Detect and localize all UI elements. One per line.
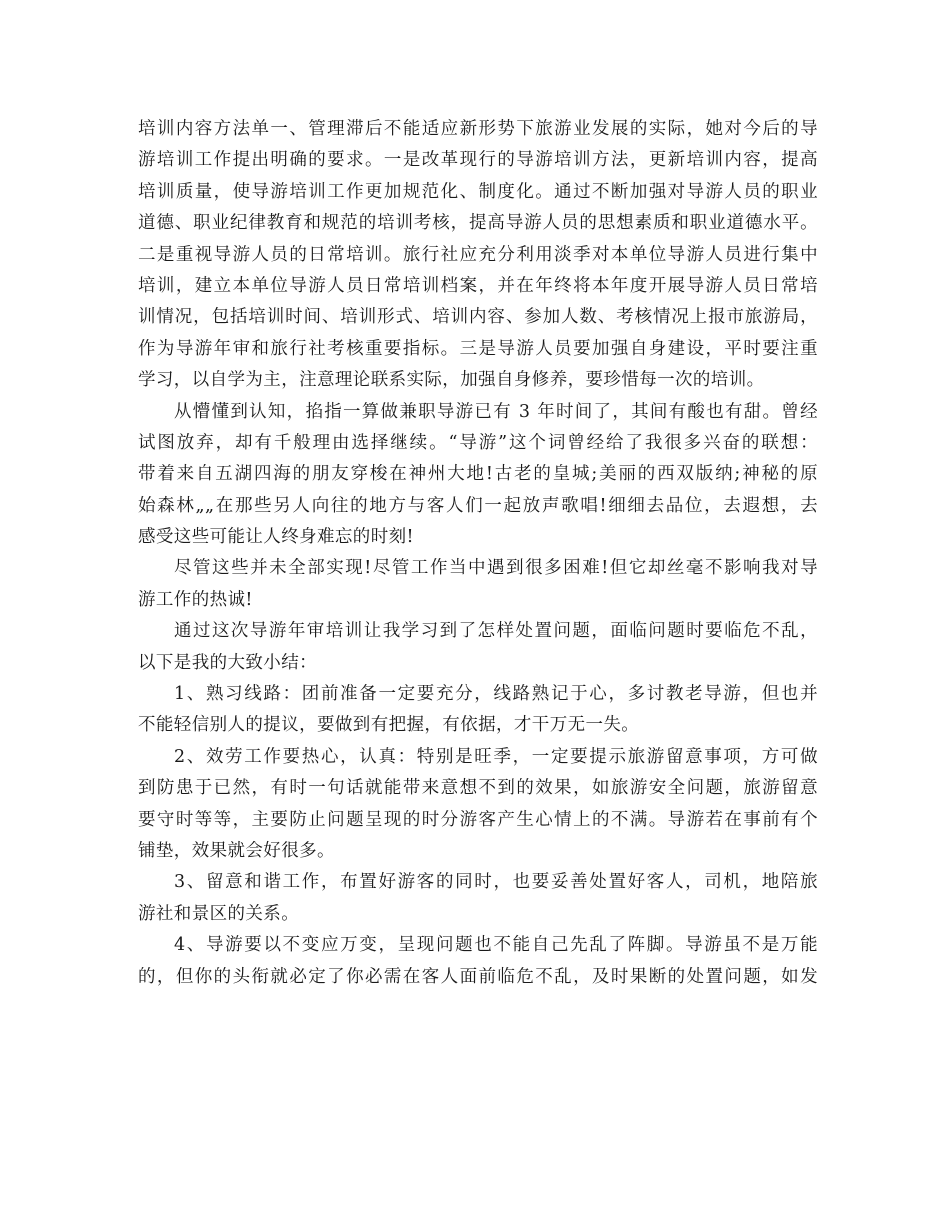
paragraph-4 bbox=[138, 616, 818, 679]
text-line: 要守时等等，主要防止问题呈现的时分游客产生心情上的不满。导游若在事前有个 bbox=[138, 809, 818, 830]
text-line: 带着来自五湖四海的朋友穿梭在神州大地!古老的皇城;美丽的西双版纳;神秘的原 bbox=[138, 464, 818, 485]
text-line: 铺垫，效果就会好很多。 bbox=[138, 840, 335, 861]
text-line: 从懵懂到认知，掐指一算做兼职导游已有 3 年时间了，其间有酸也有甜。曾经 bbox=[174, 401, 818, 422]
text-line: 始森林„„在那些另人向往的地方与客人们一起放声歌唱!细细去品位，去遐想，去 bbox=[138, 495, 818, 516]
text-line: 作为导游年审和旅行社考核重要指标。三是导游人员要加强自身建设，平时要注重 bbox=[138, 338, 818, 359]
text-line: 培训，建立本单位导游人员日常培训档案，并在年终将本年度开展导游人员日常培 bbox=[138, 275, 818, 296]
text-line: 4、导游要以不变应万变，呈现问题也不能自己先乱了阵脚。导游虽不是万能 bbox=[174, 935, 818, 956]
text-line: 通过这次导游年审培训让我学习到了怎样处置问题，面临问题时要临危不乱， bbox=[174, 621, 818, 642]
text-line: 游工作的热诚! bbox=[138, 589, 253, 610]
paragraph-2 bbox=[138, 397, 818, 554]
text-line: 试图放弃，却有千般理由选择继续。“导游”这个词曾经给了我很多兴奋的联想： bbox=[138, 432, 818, 453]
text-line: 游社和景区的关系。 bbox=[138, 903, 300, 924]
text-line: 感受这些可能让人终身难忘的时刻! bbox=[138, 527, 414, 548]
text-line: 学习，以自学为主，注意理论联系实际，加强自身修养，要珍惜每一次的培训。 bbox=[138, 370, 765, 391]
paragraph-8 bbox=[138, 930, 818, 993]
text-line: 二是重视导游人员的日常培训。旅行社应充分利用淡季对本单位导游人员进行集中 bbox=[138, 244, 818, 265]
text-line: 游培训工作提出明确的要求。一是改革现行的导游培训方法，更新培训内容，提高 bbox=[138, 150, 818, 171]
text-line: 1、熟习线路：团前准备一定要充分，线路熟记于心，多讨教老导游，但也并 bbox=[174, 684, 818, 705]
text-line: 到防患于已然，有时一句话就能带来意想不到的效果，如旅游安全问题，旅游留意 bbox=[138, 778, 818, 799]
text-line: 培训内容方法单一、管理滞后不能适应新形势下旅游业发展的实际，她对今后的导 bbox=[138, 119, 818, 139]
text-line: 道德、职业纪律教育和规范的培训考核，提高导游人员的思想素质和职业道德水平。 bbox=[138, 213, 818, 234]
text-line: 3、留意和谐工作，布置好游客的同时，也要妥善处置好客人，司机，地陪旅 bbox=[174, 872, 818, 893]
text-line: 培训质量，使导游培训工作更加规范化、制度化。通过不断加强对导游人员的职业 bbox=[138, 181, 818, 202]
paragraph-1 bbox=[138, 114, 818, 397]
text-line: 不能轻信别人的提议，要做到有把握，有依据，才干万无一失。 bbox=[138, 715, 640, 736]
text-line: 2、效劳工作要热心，认真：特别是旺季，一定要提示旅游留意事项，方可做 bbox=[174, 746, 818, 767]
paragraph-5 bbox=[138, 679, 818, 742]
paragraph-6 bbox=[138, 742, 818, 868]
text-line: 尽管这些并未全部实现!尽管工作当中遇到很多困难!但它却丝毫不影响我对导 bbox=[174, 558, 818, 579]
text-line: 的，但你的头衔就必定了你必需在客人面前临危不乱，及时果断的处置问题，如发 bbox=[138, 966, 818, 987]
paragraph-3 bbox=[138, 553, 818, 616]
paragraph-7 bbox=[138, 867, 818, 930]
document-body bbox=[138, 114, 818, 993]
text-line: 训情况，包括培训时间、培训形式、培训内容、参加人数、考核情况上报市旅游局， bbox=[138, 307, 818, 328]
text-line: 以下是我的大致小结： bbox=[138, 652, 317, 673]
